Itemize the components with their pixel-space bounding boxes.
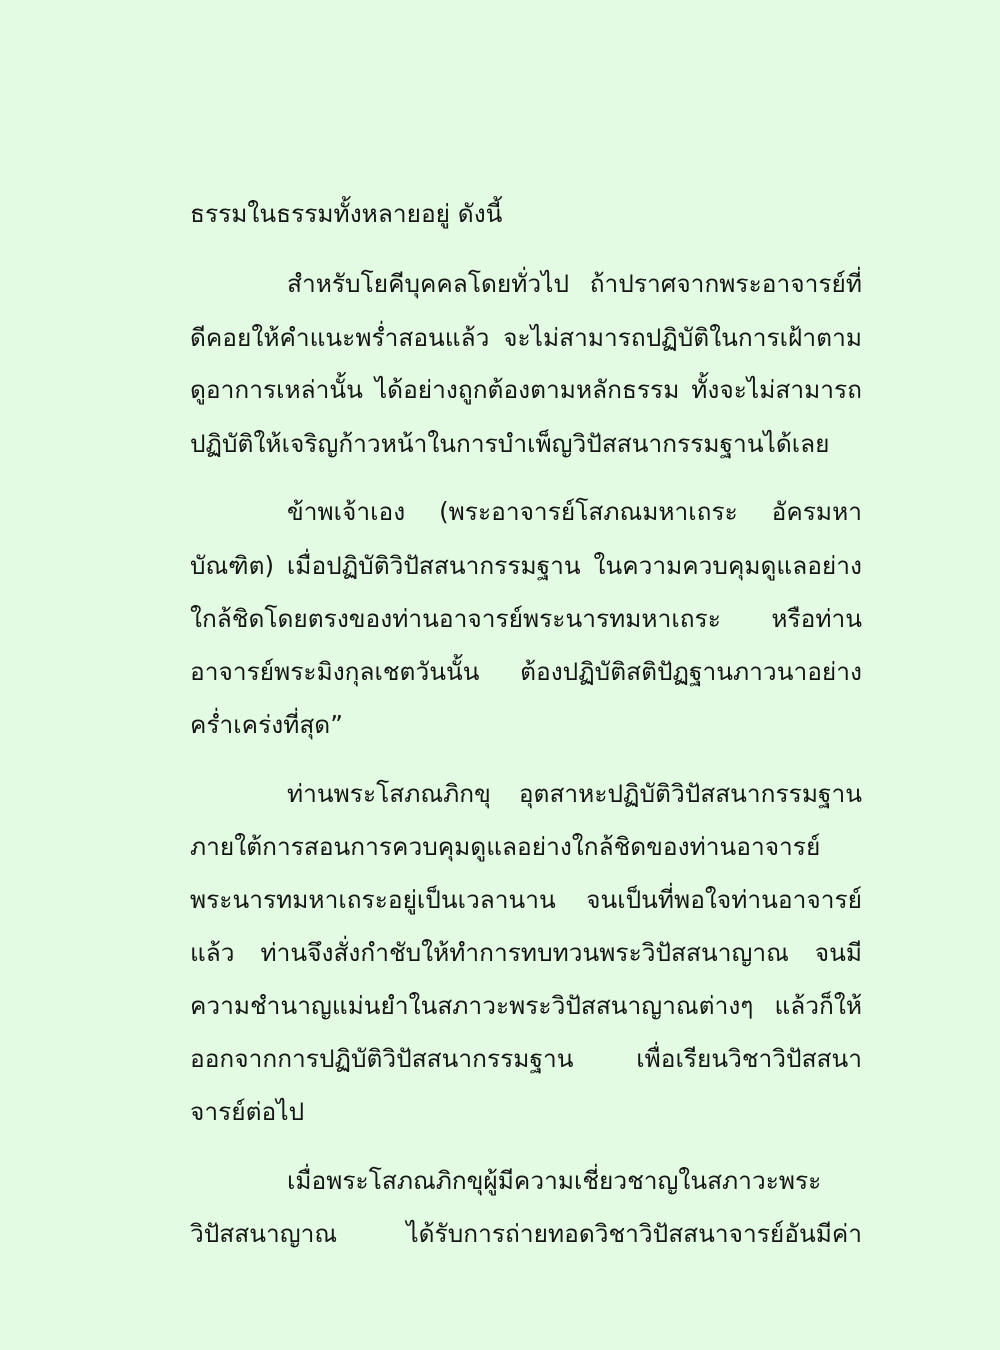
paragraph-first-line: สำหรับโยคีบุคคลโดยทั่วไป ถ้าปราศจากพระอาจารย์ที่ <box>287 269 862 298</box>
text-line: คร่ำเคร่งที่สุด” <box>190 710 343 739</box>
text-line: ความชำนาญแม่นยำในสภาวะพระวิปัสสนาญาณต่างๆ แล้วก็ให้ <box>190 991 862 1020</box>
text-line: ดูอาการเหล่านั้น ได้อย่างถูกต้องตามหลักธรรม ทั้งจะไม่สามารถ <box>190 375 862 404</box>
text-line: ปฏิบัติให้เจริญก้าวหน้าในการบำเพ็ญวิปัสสนากรรมฐานได้เลย <box>190 429 830 458</box>
text-line: อาจารย์พระมิงกุลเชตวันนั้น ต้องปฏิบัติสติปัฏฐานภาวนาอย่าง <box>190 657 862 686</box>
text-line: ใกล้ชิดโดยตรงของท่านอาจารย์พระนารทมหาเถระ หรือท่าน <box>190 604 862 633</box>
paragraph-first-line: ข้าพเจ้าเอง (พระอาจารย์โสภณมหาเถระ อัครมหา <box>287 497 862 526</box>
text-line: แล้ว ท่านจึงสั่งกำชับให้ทำการทบทวนพระวิปัสสนาญาณ จนมี <box>190 938 862 967</box>
text-line: ออกจากการปฏิบัติวิปัสสนากรรมฐาน เพื่อเรียนวิชาวิปัสสนา <box>190 1044 862 1073</box>
text-line: ภายใต้การสอนการควบคุมดูแลอย่างใกล้ชิดของท่านอาจารย์ <box>190 832 821 861</box>
text-line: บัณฑิต) เมื่อปฏิบัติวิปัสสนากรรมฐาน ในความควบคุมดูแลอย่าง <box>190 551 862 580</box>
text-line: ดีคอยให้คำแนะพร่ำสอนแล้ว จะไม่สามารถปฏิบัติในการเฝ้าตาม <box>190 323 862 352</box>
text-line: วิปัสสนาญาณ ได้รับการถ่ายทอดวิชาวิปัสสนาจารย์อันมีค่า <box>190 1219 862 1248</box>
text-line: ธรรมในธรรมทั้งหลายอยู่ ดังนี้ <box>190 199 503 228</box>
text-line: จารย์ต่อไป <box>190 1097 305 1126</box>
text-line: พระนารทมหาเถระอยู่เป็นเวลานาน จนเป็นที่พอใจท่านอาจารย์ <box>190 885 862 914</box>
paragraph-first-line: เมื่อพระโสภณภิกขุผู้มีความเชี่ยวชาญในสภาวะพระ <box>287 1166 822 1195</box>
paragraph-first-line: ท่านพระโสภณภิกขุ อุตสาหะปฏิบัติวิปัสสนากรรมฐาน <box>287 779 862 808</box>
